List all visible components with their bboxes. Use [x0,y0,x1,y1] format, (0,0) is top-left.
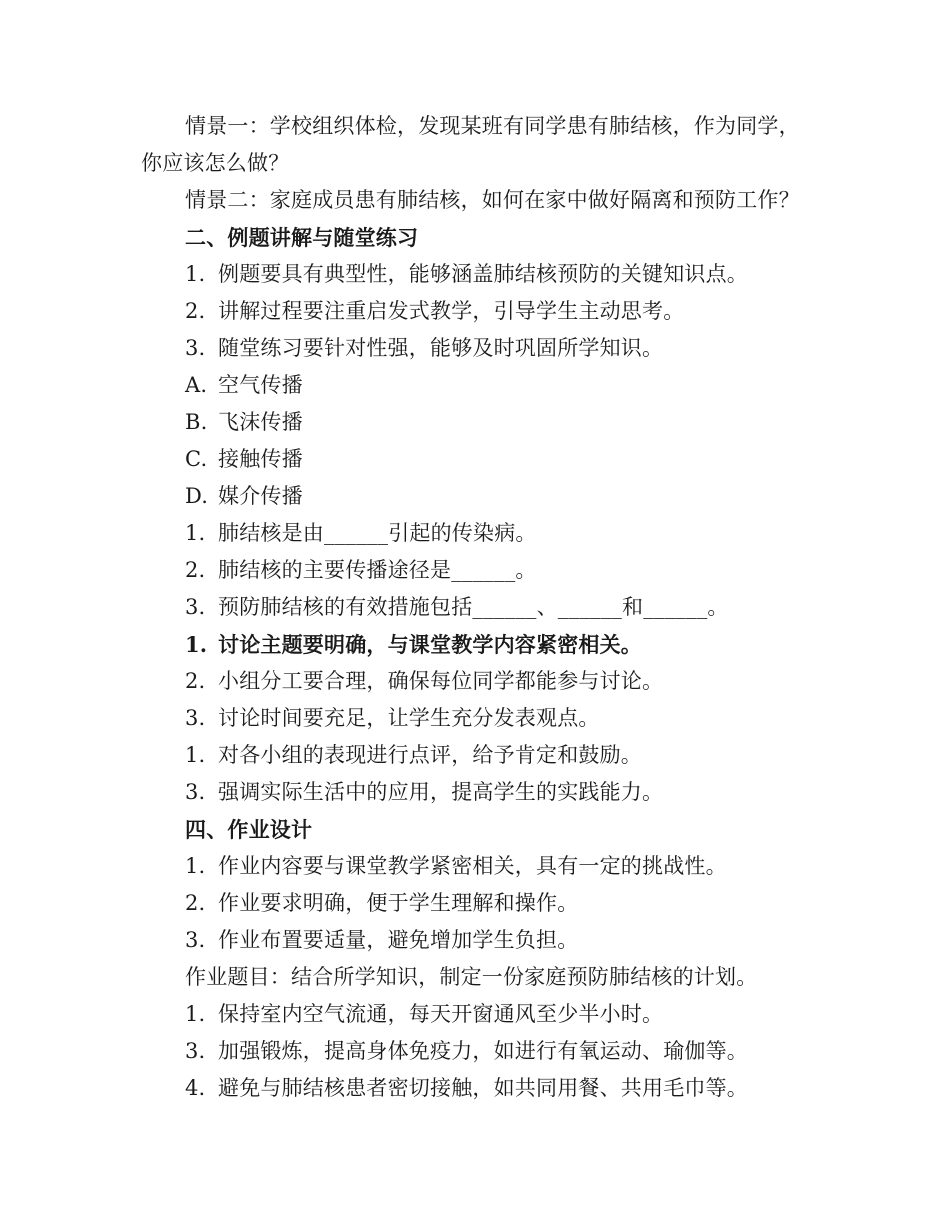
item-text: 肺结核是由______引起的传染病。 [218,521,537,545]
option-item [141,441,813,478]
item-text: 作业布置要适量，避免增加学生负担。 [218,928,579,952]
item-number: 2. [185,669,206,693]
item-number: 1. [185,521,206,545]
list-item [141,330,813,367]
option-letter: B. [185,410,208,434]
list-item [141,996,813,1033]
item-text: 避免与肺结核患者密切接触，如共同用餐、共用毛巾等。 [218,1076,748,1100]
item-number: 3. [185,336,206,360]
item-number: 1. [185,262,206,286]
item-number: 1. [185,743,206,767]
item-text: 加强锻炼，提高身体免疫力，如进行有氧运动、瑜伽等。 [218,1039,748,1063]
list-item [141,1033,813,1070]
option-text: 飞沫传播 [218,410,303,434]
item-number: 3. [185,706,206,730]
list-item [141,663,813,700]
item-text: 保持室内空气流通，每天开窗通风至少半小时。 [218,1002,664,1026]
list-item [141,774,813,811]
document-body [141,108,813,1107]
item-number: 4. [185,1076,206,1100]
scenario-two: 情景二：家庭成员患有肺结核，如何在家中做好隔离和预防工作？ [185,188,800,212]
item-number: 3. [185,595,206,619]
option-letter: A. [185,373,208,397]
item-text: 预防肺结核的有效措施包括______、______和______。 [218,595,729,619]
list-item [141,922,813,959]
item-text: 作业内容要与课堂教学紧密相关，具有一定的挑战性。 [218,854,727,878]
section-heading-examples: 二、例题讲解与随堂练习 [185,225,419,250]
item-number: 2. [185,558,206,582]
option-text: 接触传播 [218,447,303,471]
list-item [141,1070,813,1107]
item-number: 2. [185,891,206,915]
item-number: 1. [185,854,206,878]
fill-blank-item [141,515,813,552]
item-number: 1. [185,1002,206,1026]
homework-task: 作业题目：结合所学知识，制定一份家庭预防肺结核的计划。 [185,965,758,989]
item-text: 对各小组的表现进行点评，给予肯定和鼓励。 [218,743,642,767]
scenario-one: 情景一：学校组织体检，发现某班有同学患有肺结核，作为同学，你应该怎么做？ [141,114,800,175]
item-number: 1. [185,632,208,657]
list-item [141,626,813,663]
item-number: 3. [185,1039,206,1063]
item-text: 肺结核的主要传播途径是______。 [218,558,537,582]
option-letter: C. [185,447,208,471]
item-text: 随堂练习要针对性强，能够及时巩固所学知识。 [218,336,664,360]
option-text: 空气传播 [218,373,303,397]
item-text: 讲解过程要注重启发式教学，引导学生主动思考。 [218,299,685,323]
item-number: 3. [185,928,206,952]
item-text: 强调实际生活中的应用，提高学生的实践能力。 [218,780,664,804]
list-item [141,256,813,293]
option-item [141,367,813,404]
item-number: 2. [185,299,206,323]
item-text: 小组分工要合理，确保每位同学都能参与讨论。 [218,669,664,693]
option-letter: D. [185,484,209,508]
list-item [141,737,813,774]
item-text: 例题要具有典型性，能够涵盖肺结核预防的关键知识点。 [218,262,748,286]
list-item [141,293,813,330]
item-text: 讨论时间要充足，让学生充分发表观点。 [218,706,600,730]
list-item [141,700,813,737]
option-item [141,404,813,441]
option-item [141,478,813,515]
option-text: 媒介传播 [218,484,303,508]
item-text: 作业要求明确，便于学生理解和操作。 [218,891,579,915]
section-heading-homework: 四、作业设计 [185,817,313,842]
list-item [141,848,813,885]
list-item [141,885,813,922]
item-number: 3. [185,780,206,804]
item-text: 讨论主题要明确，与课堂教学内容紧密相关。 [218,632,642,657]
fill-blank-item [141,552,813,589]
fill-blank-item [141,589,813,626]
